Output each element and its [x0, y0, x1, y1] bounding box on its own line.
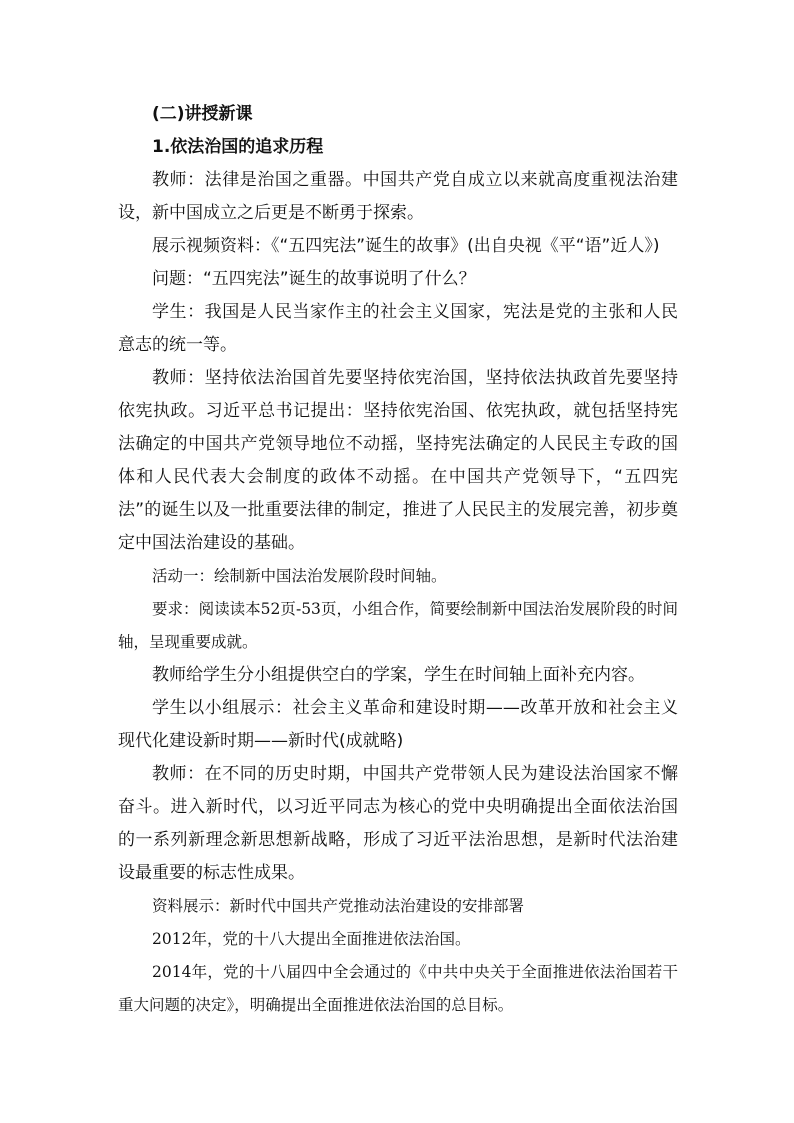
- paragraph-group-presentation: 学生以小组展示：社会主义革命和建设时期——改革开放和社会主义现代化建设新时期——新时代(成就略): [118, 698, 678, 751]
- paragraph-student-answer: 学生：我国是人民当家作主的社会主义国家，宪法是党的主张和人民意志的统一等。: [118, 302, 678, 355]
- subsection-heading: 1.依法治国的追求历程: [152, 137, 324, 157]
- paragraph-video-material: 展示视频资料：《“五四宪法”诞生的故事》(出自央视《平“语”近人》): [152, 236, 660, 256]
- paragraph-2014: 2014年，党的十八届四中全会通过的《中共中央关于全面推进依法治国若干重大问题的决定》，明确提出全面推进依法治国的总目标。: [118, 963, 678, 1014]
- paragraph-worksheet: 教师给学生分小组提供空白的学案，学生在时间轴上面补充内容。: [152, 665, 645, 685]
- paragraph-teacher-constitution: 教师：坚持依法治国首先要坚持依宪治国，坚持依法执政首先要坚持依宪执政。习近平总书记提出：坚持依宪治国、依宪执政，就包括坚持宪法确定的中国共产党领导地位不动摇，坚持宪法确定的人民民主专政的国体和人民代表大会制度的政体不动摇。在中国共产党领导下，“五四宪法”的诞生以及一批重要法律的制定，推进了人民民主的发展完善，初步奠定中国法治建设的基础。: [118, 368, 678, 553]
- paragraph-question: 问题：“五四宪法”诞生的故事说明了什么？: [152, 269, 476, 289]
- paragraph-teacher-intro: 教师：法律是治国之重器。中国共产党自成立以来就高度重视法治建设，新中国成立之后更是不断勇于探索。: [118, 170, 678, 223]
- paragraph-2012: 2012年，党的十八大提出全面推进依法治国。: [152, 930, 471, 948]
- paragraph-activity-one: 活动一：绘制新中国法治发展阶段时间轴。: [152, 567, 447, 585]
- paragraph-requirement: 要求：阅读读本52页-53页，小组合作，简要绘制新中国法治发展阶段的时间轴，呈现重要成就。: [118, 600, 678, 651]
- document-page: [118, 98, 678, 1022]
- paragraph-teacher-new-era: 教师：在不同的历史时期，中国共产党带领人民为建设法治国家不懈奋斗。进入新时代，以习近平同志为核心的党中央明确提出全面依法治国的一系列新理念新思想新战略，形成了习近平法治思想，是新时代法治建设最重要的标志性成果。: [118, 764, 678, 883]
- section-heading: (二)讲授新课: [152, 104, 253, 124]
- paragraph-material-display: 资料展示：新时代中国共产党推动法治建设的安排部署: [152, 897, 525, 915]
